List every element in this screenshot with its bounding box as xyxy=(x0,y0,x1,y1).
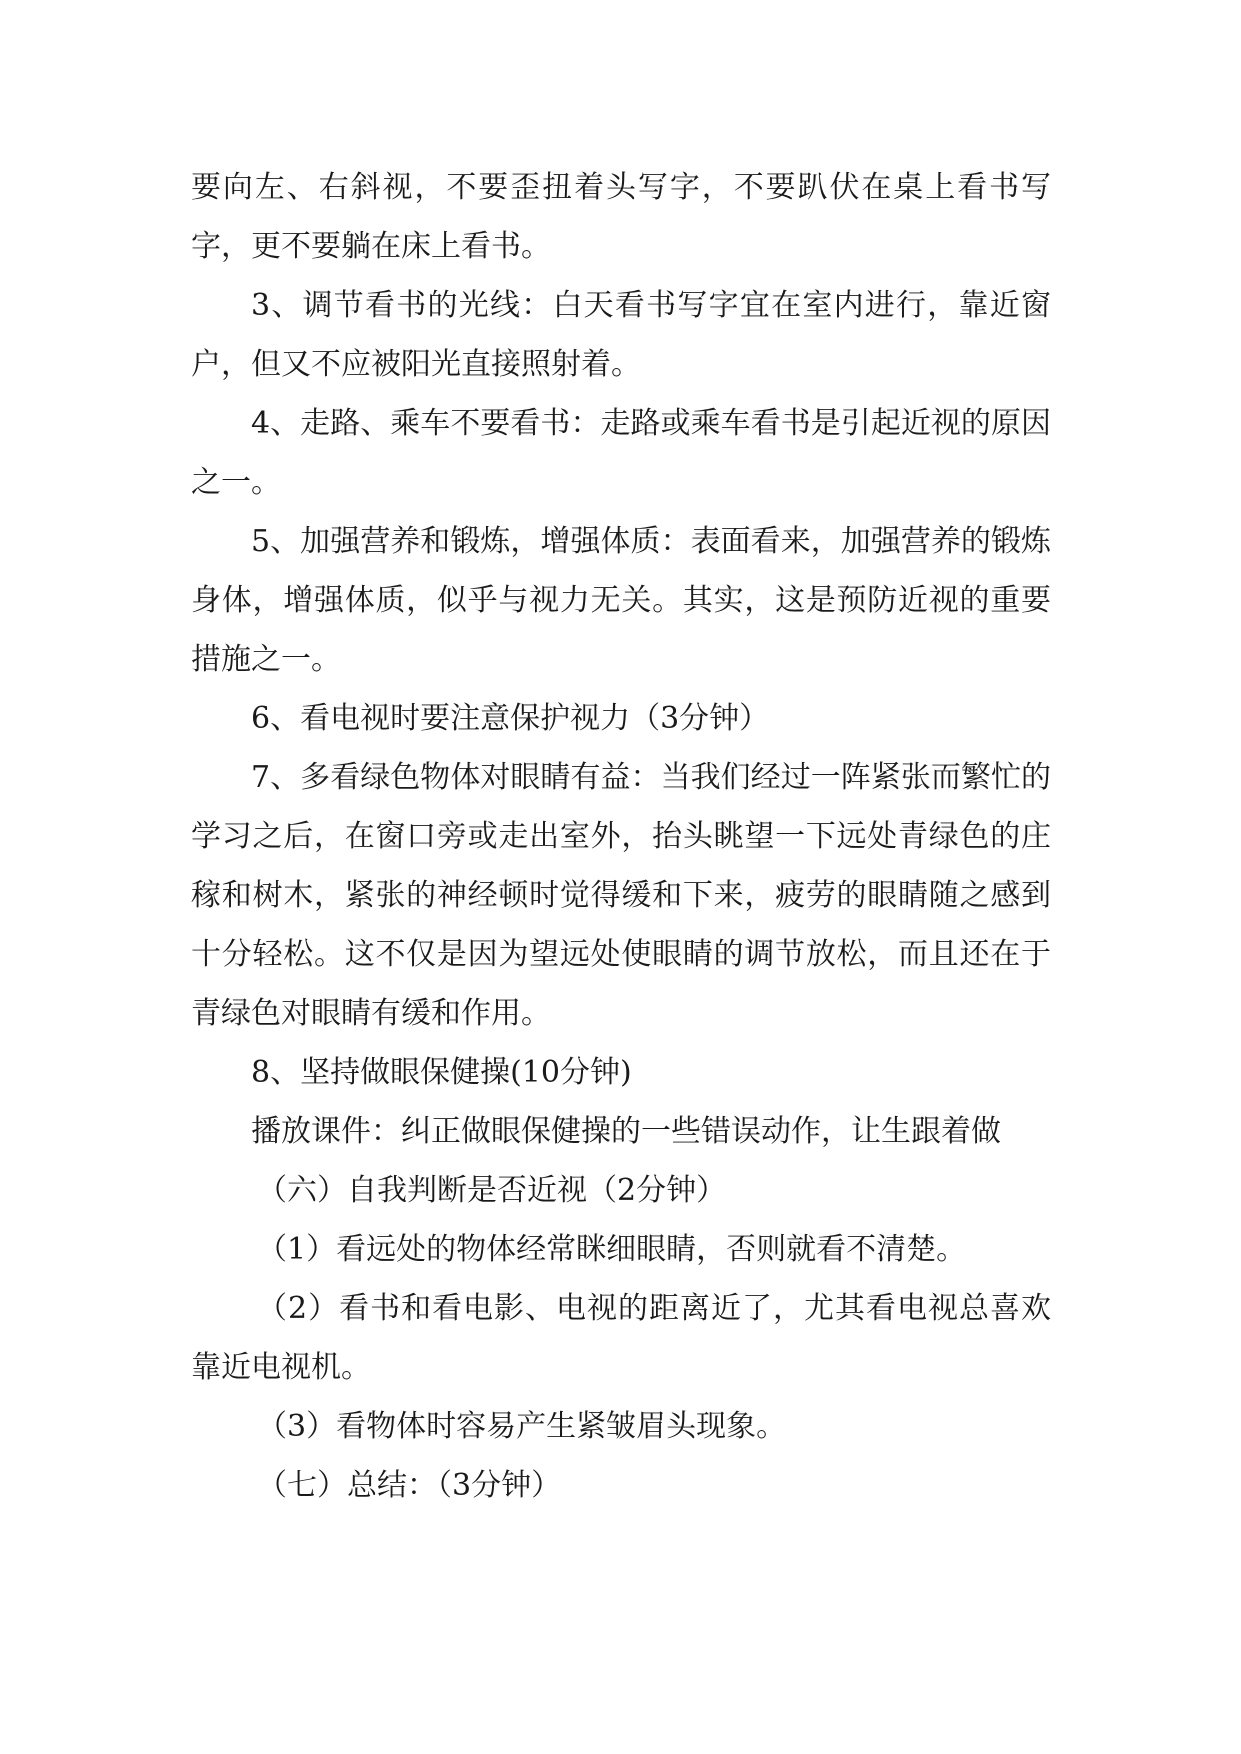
paragraph-check-2: （2）看书和看电影、电视的距离近了，尤其看电视总喜欢靠近电视机。 xyxy=(191,1291,1051,1385)
paragraph-item-6-tv: 6、看电视时要注意保护视力（3分钟） xyxy=(251,701,770,736)
paragraph-item-4-walking: 4、走路、乘车不要看书：走路或乘车看书是引起近视的原因之一。 xyxy=(191,406,1051,500)
section-heading-summary: （七）总结：（3分钟） xyxy=(257,1468,562,1503)
paragraph-item-8-eye-exercise: 8、坚持做眼保健操(10分钟) xyxy=(251,1055,632,1090)
paragraph-posture-continued: 要向左、右斜视，不要歪扭着头写字，不要趴伏在桌上看书写字，更不要躺在床上看书。 xyxy=(191,170,1051,264)
document-body xyxy=(191,158,1051,1515)
paragraph-check-1: （1）看远处的物体经常眯细眼睛，否则就看不清楚。 xyxy=(257,1232,967,1267)
paragraph-item-3-lighting: 3、调节看书的光线：白天看书写字宜在室内进行，靠近窗户，但又不应被阳光直接照射着。 xyxy=(191,288,1051,382)
paragraph-check-3: （3）看物体时容易产生紧皱眉头现象。 xyxy=(257,1409,787,1444)
paragraph-item-7-green: 7、多看绿色物体对眼睛有益：当我们经过一阵紧张而繁忙的学习之后，在窗口旁或走出室外，抬头眺望一下远处青绿色的庄稼和树木，紧张的神经顿时觉得缓和下来，疲劳的眼睛随之感到十分轻松。这不仅是因为望远处使眼睛的调节放松，而且还在于青绿色对眼睛有缓和作用。 xyxy=(191,760,1051,1031)
paragraph-item-5-nutrition: 5、加强营养和锻炼，增强体质：表面看来，加强营养的锻炼身体，增强体质，似乎与视力无关。其实，这是预防近视的重要措施之一。 xyxy=(191,524,1051,677)
paragraph-courseware: 播放课件：纠正做眼保健操的一些错误动作，让生跟着做 xyxy=(251,1114,1001,1149)
section-heading-self-check: （六）自我判断是否近视（2分钟） xyxy=(257,1173,727,1208)
